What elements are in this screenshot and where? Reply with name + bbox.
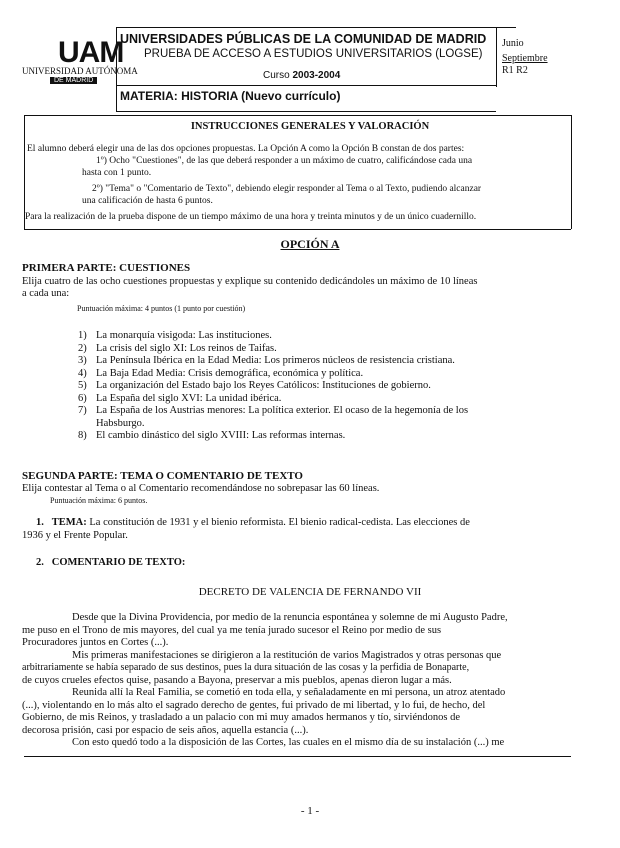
- instructions-line: 2º) "Tema" o "Comentario de Texto", debiendo elegir responder al Tema o al Texto, pudiendo alcanzar: [92, 184, 482, 194]
- text-line: de cuyos crueles efectos quise, pasando a Bayona, preservar a mis pueblos, apenas dieron lugar a más.: [22, 674, 452, 686]
- text-title: DECRETO DE VALENCIA DE FERNANDO VII: [198, 586, 422, 598]
- instructions-line: hasta con 1 punto.: [82, 168, 152, 178]
- part1-score: Puntuación máxima: 4 puntos (1 punto por cuestión): [77, 304, 246, 313]
- session-codes: R1 R2: [502, 65, 528, 76]
- university-badge: DE MADRID: [50, 77, 97, 84]
- instructions-line: una calificación de hasta 6 puntos.: [82, 196, 213, 206]
- text-line: Mis primeras manifestaciones se dirigieron a la restitución de varios Magistrados y otras personas que: [72, 649, 502, 661]
- part1-instructions: a cada una:: [22, 288, 70, 299]
- instructions-divider: [24, 229, 571, 230]
- question-item: 2) La crisis del siglo XI: Los reinos de Taifas.: [78, 342, 277, 354]
- subject-line: MATERIA: HISTORIA (Nuevo currículo): [120, 89, 341, 103]
- text-line: Desde que la Divina Providencia, por medio de la renuncia espontánea y solemne de mi Augusto Padre,: [72, 612, 508, 623]
- session-june: Junio: [502, 38, 524, 49]
- question-item: 7) La España de los Austrias menores: La política exterior. El ocaso de la hegemonía de los: [78, 405, 469, 416]
- header-bottom-rule: [116, 111, 496, 112]
- text-line: me puso en el Trono de mis mayores, del cual ya me tenía jurado sucesor el Reino por medio de sus: [22, 624, 442, 636]
- text-line: (...), violentando en lo más alto el sagrado derecho de gentes, fui privado de mi libertad, y lo fui, de hecho, del: [22, 699, 486, 711]
- instructions-line: Para la realización de la prueba dispone de un tiempo máximo de una hora y treinta minutos y de un único cuadernillo.: [25, 212, 477, 222]
- part1-instructions: Elija cuatro de las ocho cuestiones propuestas y explique su contenido dedicándoles un máximo de 10 líneas: [22, 276, 478, 287]
- header-title: UNIVERSIDADES PÚBLICAS DE LA COMUNIDAD DE MADRID: [120, 32, 487, 46]
- instructions-line: 1º) Ocho "Cuestiones", de las que deberá responder a un máximo de cuatro, calificándose cada una: [96, 156, 473, 166]
- course-line: Curso 2003-2004: [263, 70, 341, 81]
- part2-instructions: Elija contestar al Tema o al Comentario recomendándose no sobrepasar las 60 líneas.: [22, 483, 380, 494]
- question-item: 3) La Península Ibérica en la Edad Media: Los primeros núcleos de resistencia cristiana.: [78, 355, 455, 366]
- instructions-title: INSTRUCCIONES GENERALES Y VALORACIÓN: [190, 121, 430, 132]
- questions-list: [78, 330, 583, 443]
- text-line: arbitrariamente se había separado de sus destinos, pues la dura situación de las cosas y la perfidia de Bonaparte,: [22, 662, 470, 673]
- question-item: 4) La Baja Edad Media: Crisis demográfica, económica y política.: [78, 367, 364, 379]
- option-a-title: OPCIÓN A: [280, 237, 340, 251]
- header-mid-rule: [116, 85, 496, 86]
- text-line: decorosa prisión, casi por espacio de seis años, aquella estancia (...).: [22, 724, 309, 736]
- page-number: - 1 -: [300, 805, 320, 817]
- part2-score: Puntuación máxima: 6 puntos.: [50, 496, 148, 505]
- tema-line: 1. TEMA: La constitución de 1931 y el bienio reformista. El bienio radical-cedista. Las elecciones de: [36, 517, 470, 528]
- text-line: Procuradores juntos en Cortes (...).: [22, 637, 169, 648]
- question-item: 6) La España del siglo XVI: La unidad ibérica.: [78, 392, 282, 404]
- header-top-rule: [116, 27, 516, 28]
- part1-title: PRIMERA PARTE: CUESTIONES: [22, 262, 191, 274]
- session-september: Septiembre: [502, 53, 548, 64]
- header-right-divider: [496, 27, 497, 87]
- header-subtitle: PRUEBA DE ACCESO A ESTUDIOS UNIVERSITARIOS (LOGSE): [144, 48, 483, 60]
- text-bottom-rule: [24, 756, 571, 757]
- question-item: 5) La organización del Estado bajo los Reyes Católicos: Instituciones de gobierno.: [78, 380, 431, 391]
- question-item: 1) La monarquía visigoda: Las instituciones.: [78, 330, 272, 341]
- comentario-heading: 2. COMENTARIO DE TEXTO:: [36, 557, 186, 568]
- text-excerpt: [22, 612, 568, 750]
- text-line: Gobierno, de mis Reinos, y trasladado a un palacio con mi muy amados hermanos y tío, sirviéndonos de: [22, 712, 460, 723]
- question-item: Habsburgo.: [96, 417, 145, 429]
- university-name: UNIVERSIDAD AUTÓNOMA: [22, 66, 138, 76]
- text-line: Con esto quedó todo a la disposición de las Cortes, las cuales en el mismo día de su instalación (...) me: [72, 737, 505, 748]
- instructions-line: El alumno deberá elegir una de las dos opciones propuestas. La Opción A como la Opción B constan de dos partes:: [27, 144, 465, 154]
- text-line: Reunida allí la Real Familia, se cometió en toda ella, y señaladamente en mi persona, un atroz atentado: [72, 687, 506, 698]
- part2-title: SEGUNDA PARTE: TEMA O COMENTARIO DE TEXTO: [22, 470, 303, 482]
- university-logo: UAM: [58, 36, 124, 69]
- tema-line: 1936 y el Frente Popular.: [22, 530, 128, 541]
- question-item: 8) El cambio dinástico del siglo XVIII: Las reformas internas.: [78, 430, 346, 441]
